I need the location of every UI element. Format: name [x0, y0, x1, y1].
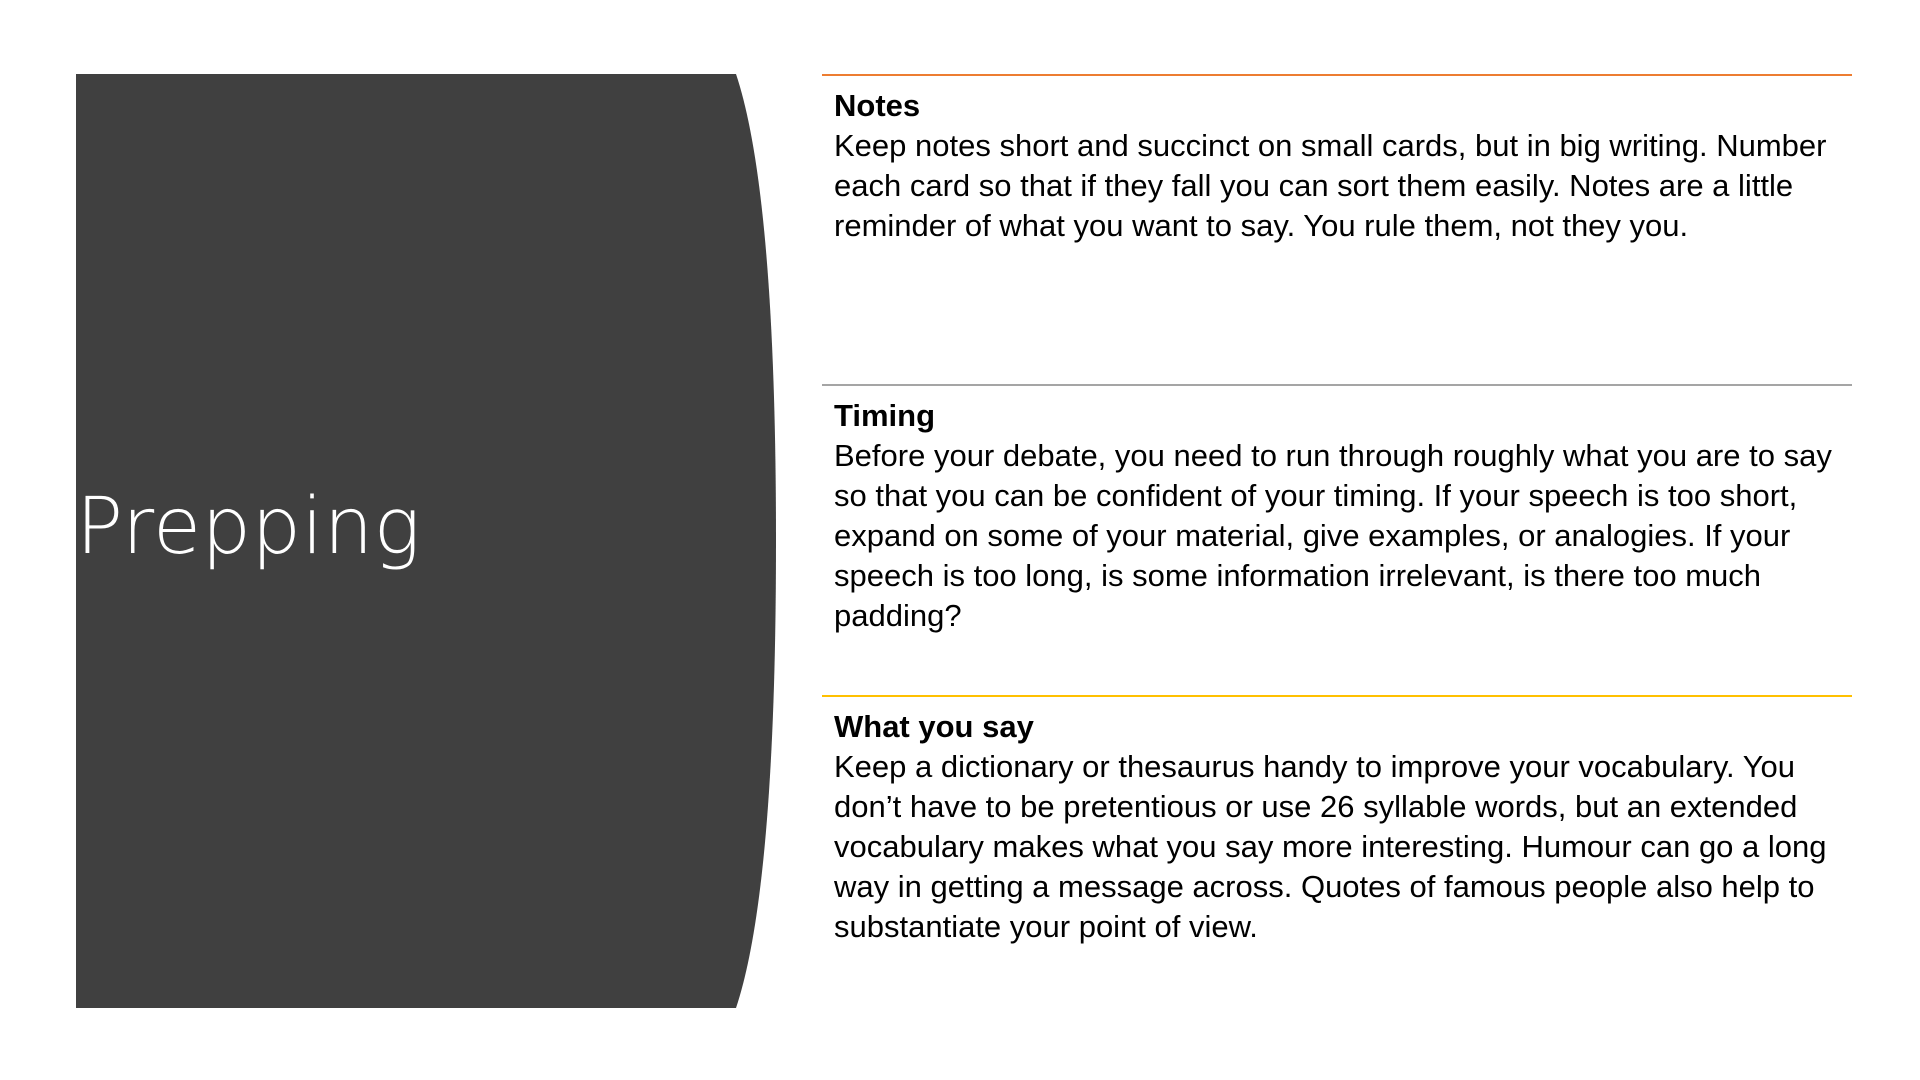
section-heading: What you say — [834, 709, 1034, 744]
section-heading: Timing — [834, 398, 936, 433]
slide-title: Prepping — [76, 482, 421, 572]
section-body — [822, 386, 1852, 636]
section-what-you-say — [822, 695, 1852, 947]
section-heading: Notes — [834, 88, 921, 123]
section-body — [822, 76, 1852, 246]
section-text: Keep notes short and succinct on small cards, but in big writing. Number each card so that if they fall you can sort them easily. Notes are a little reminder of what you want to say. You rule them, not they you. — [834, 128, 1827, 243]
section-timing — [822, 384, 1852, 636]
section-body — [822, 697, 1852, 947]
section-text: Before your debate, you need to run through roughly what you are to say so that you can be confident of your timing. If your speech is too short, expand on some of your material, give examples, or analogies. If your speech is too long, is some information irrelevant, is there too much padding? — [834, 438, 1832, 633]
section-text: Keep a dictionary or thesaurus handy to improve your vocabulary. You don’t have to be pretentious or use 26 syllable words, but an extended vocabulary makes what you say more interesting. Humour can go a long way in getting a message across. Quotes of famous people also help to substantiate your point of view. — [834, 749, 1827, 944]
section-notes — [822, 74, 1852, 246]
